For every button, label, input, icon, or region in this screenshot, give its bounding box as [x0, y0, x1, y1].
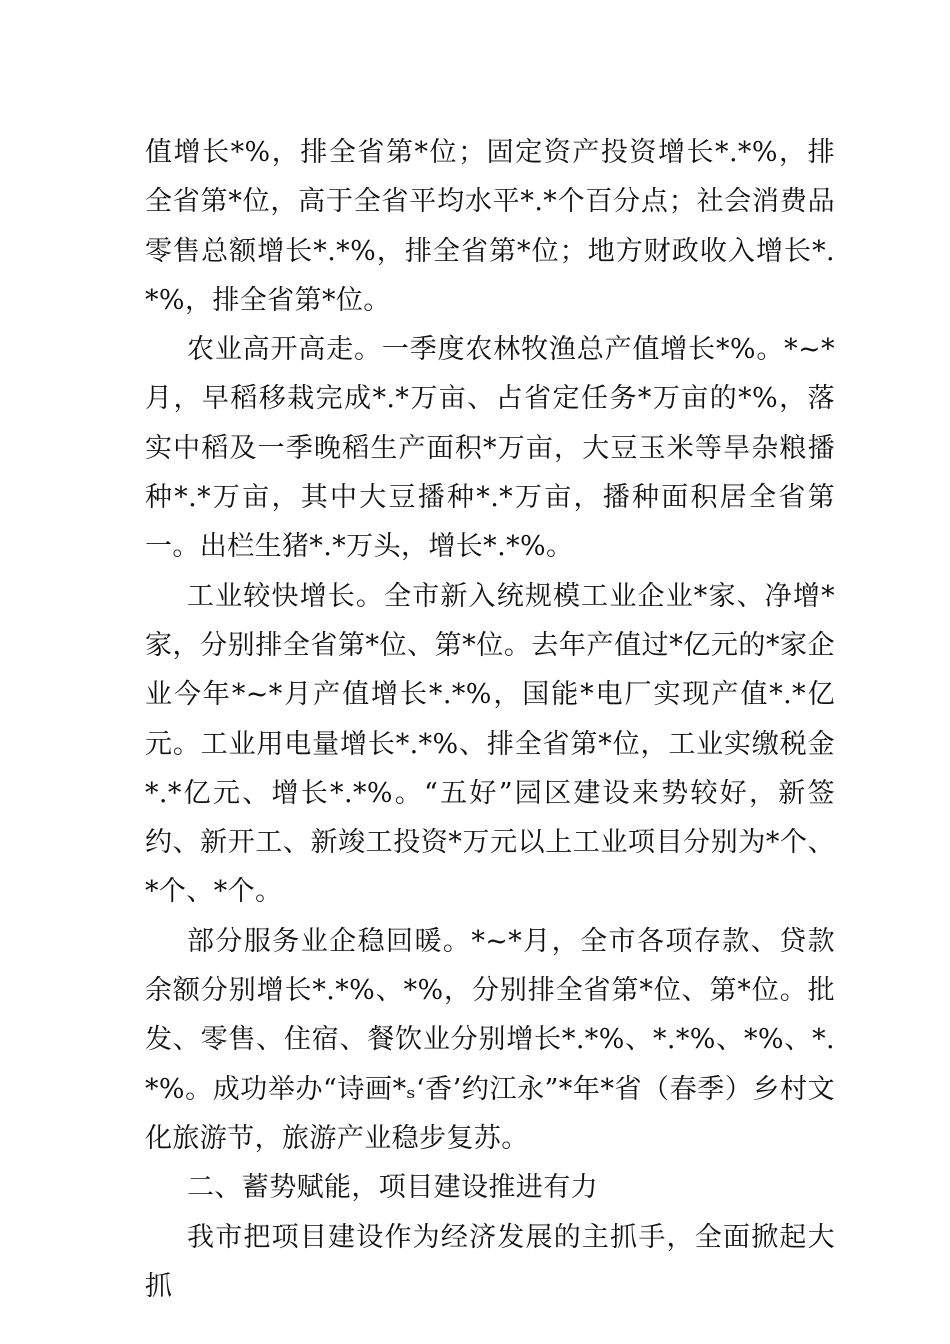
paragraph-services: 部分服务业企稳回暖。*~*月，全市各项存款、贷款余额分别增长*.*%、*%，分别排全省第*位、第*位。批发、零售、住宿、餐饮业分别增长*.*%、*.*%、*%、*.*%。成功举办“诗画*ₛ‘香’约江永”*年*省（春季）乡村文化旅游节，旅游产业稳步复苏。	[145, 925, 835, 1154]
paragraph-industry: 工业较快增长。全市新入统规模工业企业*家、净增*家，分别排全省第*位、第*位。去年产值过*亿元的*家企业今年*~*月产值增长*.*%，国能*电厂实现产值*.*亿元。工业用电量增长*.*%、排全省第*位，工业实缴税金*.*亿元、增长*.*%。“五好”园区建设来势较好，新签约、新开工、新竣工投资*万元以上工业项目分别为*个、*个、*个。	[145, 580, 835, 908]
section-heading-project-construction: 二、蓄势赋能，项目建设推进有力	[187, 1172, 598, 1204]
paragraph-agriculture: 农业高开高走。一季度农林牧渔总产值增长*%。*~*月，早稻移栽完成*.*万亩、占省定任务*万亩的*%，落实中稻及一季晚稻生产面积*万亩，大豆玉米等旱杂粮播种*.*万亩，其中大豆播种*.*万亩，播种面积居全省第一。出栏生猪*.*万头，增长*.*%。	[145, 334, 835, 563]
document-body	[145, 128, 835, 1311]
paragraph-economic-indicators: 值增长*%，排全省第*位；固定资产投资增长*.*%，排全省第*位，高于全省平均水平*.*个百分点；社会消费品零售总额增长*.*%，排全省第*位；地方财政收入增长*.*%，排全省第*位。	[145, 137, 835, 316]
paragraph-project-intro: 我市把项目建设作为经济发展的主抓手，全面掀起大抓	[145, 1221, 835, 1302]
